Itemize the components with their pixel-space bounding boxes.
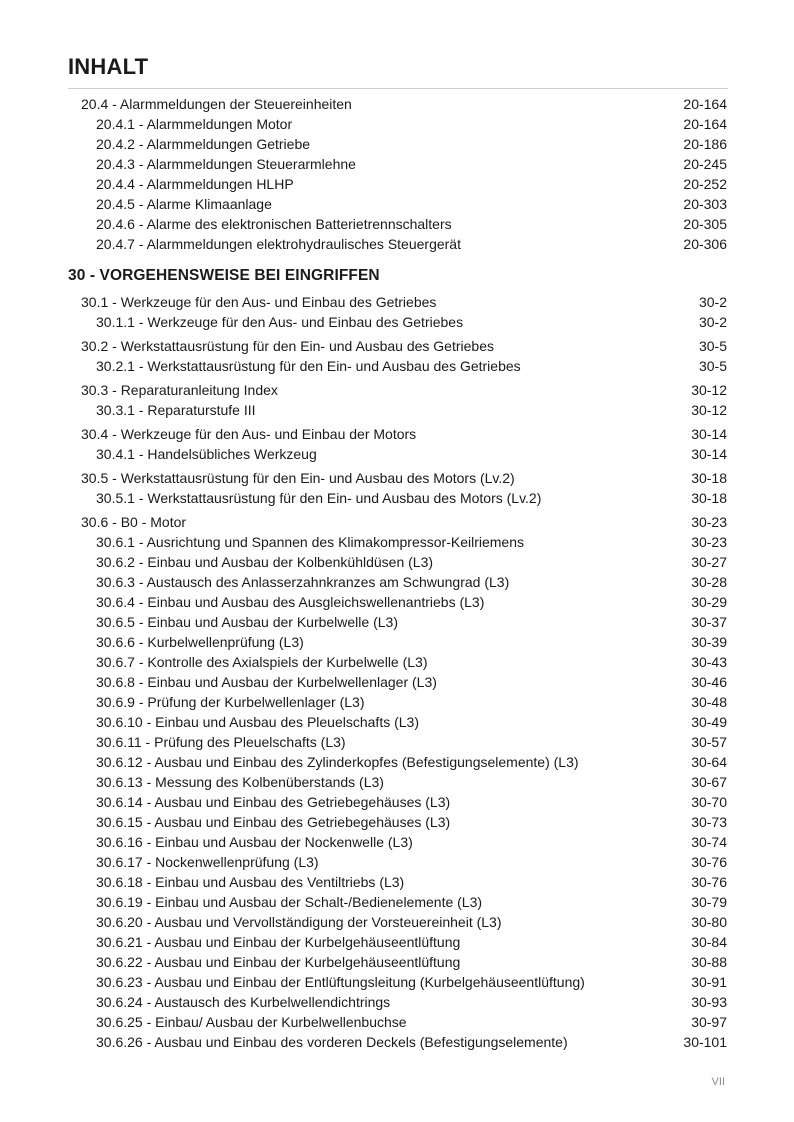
toc-section-entry[interactable]: [81, 336, 727, 356]
toc-entry-title: 30.6.3 - Austausch des Anlasserzahnkranzes am Schwungrad (L3): [96, 574, 510, 590]
toc-entry-page: 30-39: [691, 634, 727, 650]
toc-entry-title: 30.6.14 - Ausbau und Einbau des Getriebegehäuses (L3): [96, 794, 451, 810]
toc-subsection-entry[interactable]: [96, 952, 727, 972]
toc-entry-title: 30.5 - Werkstattausrüstung für den Ein- und Ausbau des Motors (Lv.2): [81, 470, 515, 486]
toc-subsection-entry[interactable]: [96, 214, 727, 234]
toc-subsection-entry[interactable]: [96, 1012, 727, 1032]
toc-entry-page: 30-5: [698, 338, 727, 354]
toc-entry-page: 30-29: [691, 594, 727, 610]
toc-entry-page: 30-91: [691, 974, 727, 990]
toc-entry-title: 30.6 - B0 - Motor: [81, 514, 187, 530]
toc-entry-title: 30.6.6 - Kurbelwellenprüfung (L3): [96, 634, 304, 650]
toc-entry-page: 30-57: [691, 734, 727, 750]
toc-subsection-entry[interactable]: [96, 712, 727, 732]
toc-entry-page: 30-27: [691, 554, 727, 570]
toc-entry-page: 30-97: [691, 1014, 727, 1030]
toc-entry-title: 30.6.22 - Ausbau und Einbau der Kurbelgehäuseentlüftung: [96, 954, 461, 970]
toc-entry-title: 20.4 - Alarmmeldungen der Steuereinheiten: [81, 96, 352, 112]
toc-entry-title: 30.6.13 - Messung des Kolbenüberstands (L3): [96, 774, 384, 790]
toc-entry-title: 20.4.6 - Alarme des elektronischen Batterietrennschalters: [96, 216, 452, 232]
toc-subsection-entry[interactable]: [96, 632, 727, 652]
toc-entry-title: 20.4.4 - Alarmmeldungen HLHP: [96, 176, 294, 192]
toc-subsection-entry[interactable]: [96, 672, 727, 692]
toc-entry-page: 30-28: [691, 574, 727, 590]
toc-subsection-entry[interactable]: [96, 652, 727, 672]
page-number: VII: [711, 1076, 725, 1088]
toc-entry-title: 30.6.2 - Einbau und Ausbau der Kolbenkühldüsen (L3): [96, 554, 434, 570]
toc-entry-page: 30-88: [691, 954, 727, 970]
toc-entry-page: 30-101: [683, 1034, 727, 1050]
toc-entry-page: 30-67: [691, 774, 727, 790]
toc-entry-page: 20-306: [683, 236, 727, 252]
toc-subsection-entry[interactable]: [96, 812, 727, 832]
toc-entry-page: 30-76: [691, 854, 727, 870]
toc-entry-page: 20-245: [683, 156, 727, 172]
toc-entry-page: 30-37: [691, 614, 727, 630]
toc-subsection-entry[interactable]: [96, 488, 727, 508]
toc-section-entry[interactable]: [81, 424, 727, 444]
toc-subsection-entry[interactable]: [96, 932, 727, 952]
toc-entry-page: 30-84: [691, 934, 727, 950]
toc-subsection-entry[interactable]: [96, 732, 727, 752]
toc-subsection-entry[interactable]: [96, 234, 727, 254]
toc-subsection-entry[interactable]: [96, 400, 727, 420]
toc-entry-title: 30.6.17 - Nockenwellenprüfung (L3): [96, 854, 319, 870]
toc-section-entry[interactable]: [81, 512, 727, 532]
toc-subsection-entry[interactable]: [96, 532, 727, 552]
toc-entry-title: 30.6.12 - Ausbau und Einbau des Zylinderkopfes (Befestigungselemente) (L3): [96, 754, 579, 770]
toc-entry-page: 30-12: [691, 402, 727, 418]
toc-entry-page: 30-14: [691, 426, 727, 442]
toc-entry-title: 30.6.18 - Einbau und Ausbau des Ventiltriebs (L3): [96, 874, 405, 890]
toc-entry-page: 30-93: [691, 994, 727, 1010]
toc-subsection-entry[interactable]: [96, 792, 727, 812]
toc-entry-page: 20-164: [683, 116, 727, 132]
toc-entry-page: 30-14: [691, 446, 727, 462]
toc-entry-title: 30.6.15 - Ausbau und Einbau des Getriebegehäuses (L3): [96, 814, 451, 830]
toc-entry-title: 20.4.5 - Alarme Klimaanlage: [96, 196, 272, 212]
toc-entry-page: 30-46: [691, 674, 727, 690]
toc-subsection-entry[interactable]: [96, 832, 727, 852]
toc-entry-page: 20-252: [683, 176, 727, 192]
toc-subsection-entry[interactable]: [96, 772, 727, 792]
toc-subsection-entry[interactable]: [96, 592, 727, 612]
toc-entry-page: 30-23: [691, 514, 727, 530]
toc-entry-page: 30-79: [691, 894, 727, 910]
toc-entry-title: 30.6.20 - Ausbau und Vervollständigung der Vorsteuereinheit (L3): [96, 914, 502, 930]
toc-entry-page: 20-164: [683, 96, 727, 112]
toc-entry-page: 30-80: [691, 914, 727, 930]
toc-entry-title: 30.6.5 - Einbau und Ausbau der Kurbelwelle (L3): [96, 614, 398, 630]
toc-entry-page: 20-186: [683, 136, 727, 152]
toc-entry-title: 30.2.1 - Werkstattausrüstung für den Ein- und Ausbau des Getriebes: [96, 358, 521, 374]
toc-entry-page: 30-74: [691, 834, 727, 850]
toc-entry-title: 20.4.2 - Alarmmeldungen Getriebe: [96, 136, 311, 152]
toc-section-entry[interactable]: [81, 380, 727, 400]
toc-entry-title: 30.6.8 - Einbau und Ausbau der Kurbelwellenlager (L3): [96, 674, 437, 690]
toc-entry-page: 30-12: [691, 382, 727, 398]
page-title: INHALT: [68, 54, 149, 79]
toc-entry-page: 30-70: [691, 794, 727, 810]
toc-subsection-entry[interactable]: [96, 312, 727, 332]
toc-entry-page: 30-5: [698, 358, 727, 374]
toc-entry-title: 30.6.19 - Einbau und Ausbau der Schalt-/Bedienelemente (L3): [96, 894, 483, 910]
toc-subsection-entry[interactable]: [96, 356, 727, 376]
toc-entry-title: 30.5.1 - Werkstattausrüstung für den Ein- und Ausbau des Motors (Lv.2): [96, 490, 542, 506]
toc-subsection-entry[interactable]: [96, 912, 727, 932]
toc-entry-title: 30.6.4 - Einbau und Ausbau des Ausgleichswellenantriebs (L3): [96, 594, 485, 610]
toc-entry-page: 30-64: [691, 754, 727, 770]
toc-subsection-entry[interactable]: [96, 612, 727, 632]
toc-entry-title: 30.6.21 - Ausbau und Einbau der Kurbelgehäuseentlüftung: [96, 934, 461, 950]
toc-entry-title: 30.6.24 - Austausch des Kurbelwellendichtrings: [96, 994, 391, 1010]
toc-subsection-entry[interactable]: [96, 194, 727, 214]
toc-entry-title: 30.6.23 - Ausbau und Einbau der Entlüftungsleitung (Kurbelgehäuseentlüftung): [96, 974, 585, 990]
toc-entry-page: 30-43: [691, 654, 727, 670]
toc-subsection-entry[interactable]: [96, 114, 727, 134]
toc-entry-title: 30.6.11 - Prüfung des Pleuelschafts (L3): [96, 734, 346, 750]
toc-entry-title: 30.1 - Werkzeuge für den Aus- und Einbau des Getriebes: [81, 294, 437, 310]
toc-entry-page: 30-73: [691, 814, 727, 830]
toc-entry-title: 30.6.26 - Ausbau und Einbau des vorderen Deckels (Befestigungselemente): [96, 1034, 568, 1050]
toc-entry-title: 30.6.25 - Einbau/ Ausbau der Kurbelwellenbuchse: [96, 1014, 407, 1030]
toc-subsection-entry[interactable]: [96, 174, 727, 194]
toc-entry-page: 30-23: [691, 534, 727, 550]
toc-entry-page: 30-48: [691, 694, 727, 710]
toc-section-entry[interactable]: [81, 292, 727, 312]
toc-subsection-entry[interactable]: [96, 154, 727, 174]
toc-entry-page: 30-49: [691, 714, 727, 730]
toc-entry-title: 30.4 - Werkzeuge für den Aus- und Einbau der Motors: [81, 426, 417, 442]
toc-entry-title: 30.6.9 - Prüfung der Kurbelwellenlager (L3): [96, 694, 365, 710]
toc-entry-title: 30.3 - Reparaturanleitung Index: [81, 382, 278, 398]
toc-subsection-entry[interactable]: [96, 552, 727, 572]
toc-entry-title: 30.6.7 - Kontrolle des Axialspiels der Kurbelwelle (L3): [96, 654, 428, 670]
chapter-heading: 30 - VORGEHENSWEISE BEI EINGRIFFEN: [68, 267, 380, 284]
toc-subsection-entry[interactable]: [96, 444, 727, 464]
toc-subsection-entry[interactable]: [96, 134, 727, 154]
toc-entry-title: 20.4.7 - Alarmmeldungen elektrohydraulisches Steuergerät: [96, 236, 461, 252]
toc-section-entry[interactable]: [81, 94, 727, 114]
toc-entry-title: 20.4.3 - Alarmmeldungen Steuerarmlehne: [96, 156, 356, 172]
toc-entry-title: 30.2 - Werkstattausrüstung für den Ein- und Ausbau des Getriebes: [81, 338, 494, 354]
toc-entry-title: 30.6.1 - Ausrichtung und Spannen des Klimakompressor-Keilriemens: [96, 534, 525, 550]
toc-entry-page: 30-18: [691, 490, 727, 506]
toc-entry-page: 30-2: [698, 314, 727, 330]
toc-subsection-entry[interactable]: [96, 752, 727, 772]
toc-subsection-entry[interactable]: [96, 1032, 727, 1052]
toc-subsection-entry[interactable]: [96, 892, 727, 912]
toc-subsection-entry[interactable]: [96, 852, 727, 872]
toc-entry-page: 30-18: [691, 470, 727, 486]
toc-entry-title: 20.4.1 - Alarmmeldungen Motor: [96, 116, 293, 132]
toc-entry-title: 30.3.1 - Reparaturstufe III: [96, 402, 256, 418]
toc-subsection-entry[interactable]: [96, 992, 727, 1012]
toc-subsection-entry[interactable]: [96, 972, 727, 992]
toc-subsection-entry[interactable]: [96, 872, 727, 892]
toc-entry-title: 30.6.10 - Einbau und Ausbau des Pleuelschafts (L3): [96, 714, 419, 730]
toc-entry-title: 30.6.16 - Einbau und Ausbau der Nockenwelle (L3): [96, 834, 413, 850]
toc-entry-page: 30-76: [691, 874, 727, 890]
toc-entry-page: 30-2: [698, 294, 727, 310]
toc-entry-title: 30.4.1 - Handelsübliches Werkzeug: [96, 446, 317, 462]
toc-entry-title: 30.1.1 - Werkzeuge für den Aus- und Einbau des Getriebes: [96, 314, 464, 330]
toc-entry-page: 20-303: [683, 196, 727, 212]
toc-subsection-entry[interactable]: [96, 572, 727, 592]
toc-section-entry[interactable]: [81, 468, 727, 488]
toc-entry-page: 20-305: [683, 216, 727, 232]
toc-subsection-entry[interactable]: [96, 692, 727, 712]
